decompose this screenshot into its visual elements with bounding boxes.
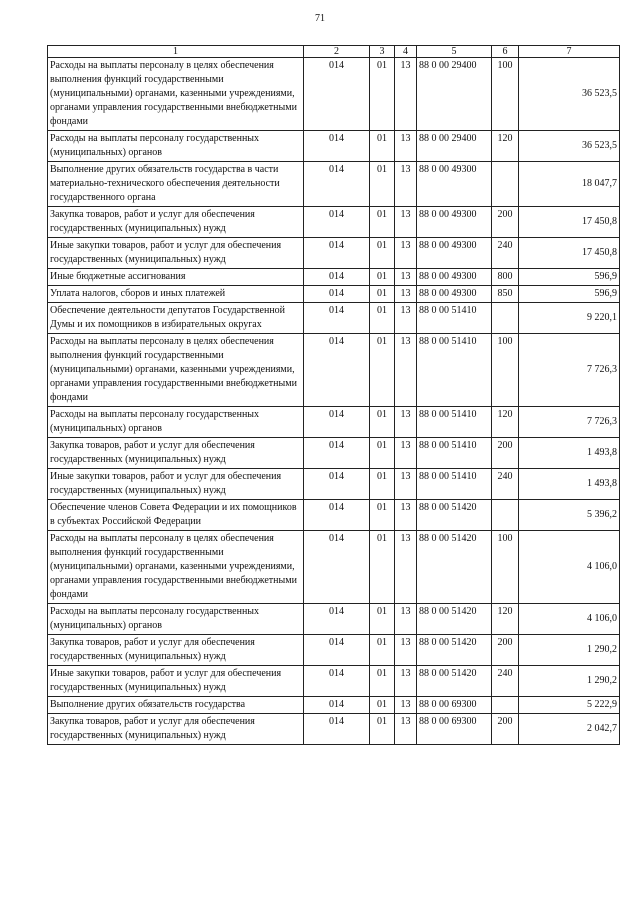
row-amount: 7 726,3 (519, 334, 620, 407)
row-expense-type: 200 (492, 714, 519, 745)
row-amount: 17 450,8 (519, 238, 620, 269)
row-name: Уплата налогов, сборов и иных платежей (48, 286, 304, 303)
table-row (48, 714, 620, 745)
row-amount: 1 290,2 (519, 635, 620, 666)
row-subsection-code: 13 (395, 286, 417, 303)
row-expense-type (492, 500, 519, 531)
row-expense-type (492, 162, 519, 207)
header-grbs: 2 (304, 46, 370, 58)
table-row (48, 469, 620, 500)
row-subsection-code: 13 (395, 531, 417, 604)
row-expense-type (492, 303, 519, 334)
table-row (48, 162, 620, 207)
table-row (48, 58, 620, 131)
row-amount: 36 523,5 (519, 131, 620, 162)
row-target-article: 88 0 00 49300 (417, 238, 492, 269)
row-expense-type: 100 (492, 58, 519, 131)
row-expense-type: 120 (492, 407, 519, 438)
row-subsection-code: 13 (395, 58, 417, 131)
row-amount: 9 220,1 (519, 303, 620, 334)
row-amount: 1 493,8 (519, 438, 620, 469)
header-row (48, 46, 620, 58)
row-expense-type: 240 (492, 238, 519, 269)
row-target-article: 88 0 00 51420 (417, 500, 492, 531)
row-target-article: 88 0 00 51410 (417, 438, 492, 469)
row-amount: 1 290,2 (519, 666, 620, 697)
row-target-article: 88 0 00 29400 (417, 131, 492, 162)
page-number: 71 (315, 13, 325, 24)
table-row (48, 207, 620, 238)
row-name: Выполнение других обязательств государства в части материально-технического обеспечения деятельности государственного органа (48, 162, 304, 207)
table-row (48, 334, 620, 407)
row-section-code: 01 (370, 531, 395, 604)
row-section-code: 01 (370, 131, 395, 162)
row-section-code: 01 (370, 438, 395, 469)
row-name: Расходы на выплаты персоналу государственных (муниципальных) органов (48, 604, 304, 635)
table-row (48, 303, 620, 334)
row-grbs-code: 014 (304, 500, 370, 531)
row-expense-type: 240 (492, 666, 519, 697)
row-section-code: 01 (370, 207, 395, 238)
header-pr: 4 (395, 46, 417, 58)
row-name: Расходы на выплаты персоналу в целях обеспечения выполнения функций государственными (муниципальными) органами, казенными учреждениями, органами управления государственными внебюджетными фондами (48, 531, 304, 604)
row-amount: 4 106,0 (519, 531, 620, 604)
row-subsection-code: 13 (395, 131, 417, 162)
table-row (48, 238, 620, 269)
row-section-code: 01 (370, 714, 395, 745)
row-grbs-code: 014 (304, 604, 370, 635)
row-section-code: 01 (370, 469, 395, 500)
row-grbs-code: 014 (304, 531, 370, 604)
row-target-article: 88 0 00 69300 (417, 714, 492, 745)
row-subsection-code: 13 (395, 469, 417, 500)
row-grbs-code: 014 (304, 269, 370, 286)
row-amount: 5 396,2 (519, 500, 620, 531)
header-vr: 6 (492, 46, 519, 58)
budget-table (47, 45, 620, 745)
row-section-code: 01 (370, 269, 395, 286)
row-section-code: 01 (370, 697, 395, 714)
row-name: Закупка товаров, работ и услуг для обеспечения государственных (муниципальных) нужд (48, 714, 304, 745)
row-target-article: 88 0 00 69300 (417, 697, 492, 714)
row-amount: 17 450,8 (519, 207, 620, 238)
row-expense-type (492, 697, 519, 714)
row-expense-type: 100 (492, 334, 519, 407)
header-amount: 7 (519, 46, 620, 58)
table-row (48, 131, 620, 162)
row-name: Иные бюджетные ассигнования (48, 269, 304, 286)
row-target-article: 88 0 00 29400 (417, 58, 492, 131)
row-grbs-code: 014 (304, 131, 370, 162)
row-amount: 5 222,9 (519, 697, 620, 714)
row-expense-type: 800 (492, 269, 519, 286)
row-subsection-code: 13 (395, 604, 417, 635)
header-name: 1 (48, 46, 304, 58)
row-name: Выполнение других обязательств государства (48, 697, 304, 714)
row-section-code: 01 (370, 58, 395, 131)
row-subsection-code: 13 (395, 407, 417, 438)
row-expense-type: 200 (492, 438, 519, 469)
row-subsection-code: 13 (395, 635, 417, 666)
row-amount: 18 047,7 (519, 162, 620, 207)
row-subsection-code: 13 (395, 714, 417, 745)
row-grbs-code: 014 (304, 58, 370, 131)
row-target-article: 88 0 00 51410 (417, 334, 492, 407)
row-amount: 36 523,5 (519, 58, 620, 131)
row-section-code: 01 (370, 238, 395, 269)
row-grbs-code: 014 (304, 666, 370, 697)
row-expense-type: 200 (492, 207, 519, 238)
row-amount: 7 726,3 (519, 407, 620, 438)
row-name: Иные закупки товаров, работ и услуг для обеспечения государственных (муниципальных) нужд (48, 469, 304, 500)
table-row (48, 531, 620, 604)
row-expense-type: 120 (492, 131, 519, 162)
row-amount: 596,9 (519, 286, 620, 303)
row-name: Расходы на выплаты персоналу в целях обеспечения выполнения функций государственными (муниципальными) органами, казенными учреждениями, органами управления государственными внебюджетными фондами (48, 334, 304, 407)
row-subsection-code: 13 (395, 162, 417, 207)
row-grbs-code: 014 (304, 334, 370, 407)
row-amount: 2 042,7 (519, 714, 620, 745)
row-target-article: 88 0 00 49300 (417, 286, 492, 303)
row-grbs-code: 014 (304, 303, 370, 334)
row-grbs-code: 014 (304, 697, 370, 714)
row-grbs-code: 014 (304, 286, 370, 303)
row-section-code: 01 (370, 286, 395, 303)
row-amount: 4 106,0 (519, 604, 620, 635)
row-name: Обеспечение деятельности депутатов Государственной Думы и их помощников в избирательных округах (48, 303, 304, 334)
header-csr: 5 (417, 46, 492, 58)
row-name: Иные закупки товаров, работ и услуг для обеспечения государственных (муниципальных) нужд (48, 666, 304, 697)
row-grbs-code: 014 (304, 207, 370, 238)
row-name: Расходы на выплаты персоналу государственных (муниципальных) органов (48, 407, 304, 438)
row-subsection-code: 13 (395, 438, 417, 469)
row-grbs-code: 014 (304, 238, 370, 269)
row-expense-type: 850 (492, 286, 519, 303)
row-amount: 1 493,8 (519, 469, 620, 500)
table-row (48, 697, 620, 714)
row-subsection-code: 13 (395, 207, 417, 238)
row-target-article: 88 0 00 51420 (417, 635, 492, 666)
row-expense-type: 240 (492, 469, 519, 500)
row-name: Закупка товаров, работ и услуг для обеспечения государственных (муниципальных) нужд (48, 438, 304, 469)
row-name: Закупка товаров, работ и услуг для обеспечения государственных (муниципальных) нужд (48, 635, 304, 666)
header-rz: 3 (370, 46, 395, 58)
row-section-code: 01 (370, 500, 395, 531)
table-row (48, 407, 620, 438)
table-row (48, 286, 620, 303)
row-subsection-code: 13 (395, 269, 417, 286)
table-row (48, 500, 620, 531)
row-expense-type: 120 (492, 604, 519, 635)
row-name: Расходы на выплаты персоналу государственных (муниципальных) органов (48, 131, 304, 162)
row-grbs-code: 014 (304, 438, 370, 469)
row-grbs-code: 014 (304, 162, 370, 207)
row-section-code: 01 (370, 303, 395, 334)
row-section-code: 01 (370, 407, 395, 438)
row-target-article: 88 0 00 49300 (417, 207, 492, 238)
row-name: Закупка товаров, работ и услуг для обеспечения государственных (муниципальных) нужд (48, 207, 304, 238)
table-row (48, 269, 620, 286)
row-name: Обеспечение членов Совета Федерации и их помощников в субъектах Российской Федерации (48, 500, 304, 531)
row-section-code: 01 (370, 666, 395, 697)
row-grbs-code: 014 (304, 407, 370, 438)
row-target-article: 88 0 00 51420 (417, 666, 492, 697)
row-grbs-code: 014 (304, 714, 370, 745)
row-subsection-code: 13 (395, 500, 417, 531)
row-subsection-code: 13 (395, 697, 417, 714)
row-target-article: 88 0 00 49300 (417, 269, 492, 286)
row-amount: 596,9 (519, 269, 620, 286)
row-target-article: 88 0 00 51410 (417, 407, 492, 438)
row-target-article: 88 0 00 49300 (417, 162, 492, 207)
row-grbs-code: 014 (304, 635, 370, 666)
row-section-code: 01 (370, 334, 395, 407)
row-section-code: 01 (370, 635, 395, 666)
row-target-article: 88 0 00 51420 (417, 531, 492, 604)
row-expense-type: 100 (492, 531, 519, 604)
row-name: Иные закупки товаров, работ и услуг для обеспечения государственных (муниципальных) нужд (48, 238, 304, 269)
row-subsection-code: 13 (395, 238, 417, 269)
table-row (48, 604, 620, 635)
row-expense-type: 200 (492, 635, 519, 666)
table-row (48, 635, 620, 666)
row-section-code: 01 (370, 162, 395, 207)
row-target-article: 88 0 00 51420 (417, 604, 492, 635)
row-subsection-code: 13 (395, 303, 417, 334)
row-subsection-code: 13 (395, 666, 417, 697)
row-grbs-code: 014 (304, 469, 370, 500)
table-row (48, 438, 620, 469)
row-subsection-code: 13 (395, 334, 417, 407)
row-target-article: 88 0 00 51410 (417, 303, 492, 334)
row-target-article: 88 0 00 51410 (417, 469, 492, 500)
row-name: Расходы на выплаты персоналу в целях обеспечения выполнения функций государственными (муниципальными) органами, казенными учреждениями, органами управления государственными внебюджетными фондами (48, 58, 304, 131)
table-row (48, 666, 620, 697)
row-section-code: 01 (370, 604, 395, 635)
